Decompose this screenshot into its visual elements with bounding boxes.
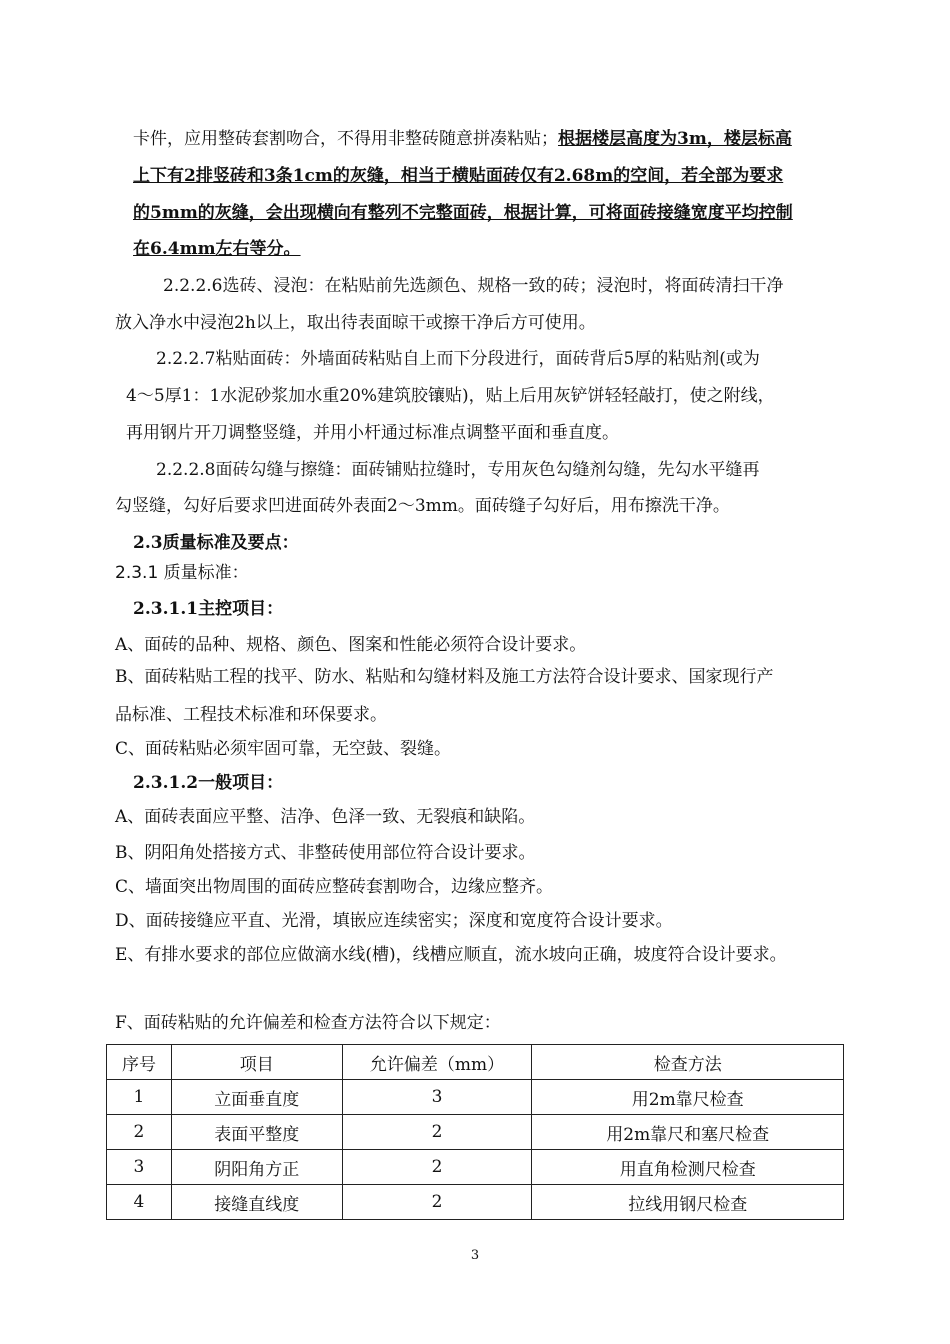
table-cell: 表面平整度: [171, 1115, 342, 1150]
table-cell: 接缝直线度: [171, 1185, 342, 1220]
table-caption: F、面砖粘贴的允许偏差和检查方法符合以下规定：: [115, 1013, 501, 1033]
list-item: E、有排水要求的部位应做滴水线(槽)，线槽应顺直，流水坡向正确，坡度符合设计要求。: [115, 945, 787, 965]
text-emphasis: 根据楼层高度为3m，楼层标高: [558, 129, 792, 149]
list-item: B、阴阳角处搭接方式、非整砖使用部位符合设计要求。: [115, 843, 536, 863]
table-cell: 2: [342, 1115, 532, 1150]
paragraph-line: 上下有2排竖砖和3条1cm的灰缝，相当于横贴面砖仅有2.68m的空间，若全部为要求: [133, 166, 784, 186]
list-item: C、面砖粘贴必须牢固可靠，无空鼓、裂缝。: [115, 739, 452, 759]
paragraph-line: 2.2.2.8面砖勾缝与擦缝：面砖铺贴拉缝时，专用灰色勾缝剂勾缝，先勾水平缝再: [156, 460, 760, 480]
table-cell: 立面垂直度: [171, 1080, 342, 1115]
paragraph-line: [133, 128, 792, 150]
section-heading: 2.3.1.1主控项目：: [133, 599, 284, 619]
table-row: [107, 1115, 844, 1150]
table-cell: 2: [342, 1150, 532, 1185]
table-row: [107, 1185, 844, 1220]
list-item: 品标准、工程技术标准和环保要求。: [115, 705, 387, 725]
table-header-cell: 允许偏差（mm）: [342, 1045, 532, 1080]
paragraph-line: 再用钢片开刀调整竖缝，并用小杆通过标准点调整平面和垂直度。: [126, 423, 619, 443]
table-row: [107, 1080, 844, 1115]
table-cell: 3: [342, 1080, 532, 1115]
table-header-cell: 检查方法: [532, 1045, 844, 1080]
tolerance-table: [106, 1044, 844, 1220]
table-cell: 用直角检测尺检查: [532, 1150, 844, 1185]
paragraph-line: 放入净水中浸泡2h以上，取出待表面晾干或擦干净后方可使用。: [115, 313, 596, 333]
section-heading: 2.3.1 质量标准：: [115, 563, 249, 583]
table-header-cell: 项目: [171, 1045, 342, 1080]
text-normal: 卡件，应用整砖套割吻合，不得用非整砖随意拼凑粘贴；: [133, 129, 558, 149]
page-number: 3: [470, 1248, 480, 1263]
section-heading: 2.3.1.2一般项目：: [133, 773, 284, 793]
table-header-row: [107, 1045, 844, 1080]
paragraph-line: 2.2.2.6选砖、浸泡：在粘贴前先选颜色、规格一致的砖；浸泡时，将面砖清扫干净: [163, 276, 784, 296]
list-item: A、面砖的品种、规格、颜色、图案和性能必须符合设计要求。: [115, 635, 587, 655]
list-item: C、墙面突出物周围的面砖应整砖套割吻合，边缘应整齐。: [115, 877, 554, 897]
table-cell: 阴阳角方正: [171, 1150, 342, 1185]
table-cell: 4: [107, 1185, 172, 1220]
paragraph-line: 4～5厚1：1水泥砂浆加水重20%建筑胶镶贴)，贴上后用灰铲饼轻轻敲打，使之附线，: [126, 386, 775, 406]
paragraph-line: 勾竖缝，勾好后要求凹进面砖外表面2～3mm。面砖缝子勾好后，用布擦洗干净。: [115, 496, 730, 516]
table-cell: 2: [107, 1115, 172, 1150]
list-item: D、面砖接缝应平直、光滑，填嵌应连续密实；深度和宽度符合设计要求。: [115, 911, 673, 931]
table-cell: 用2m靠尺和塞尺检查: [532, 1115, 844, 1150]
table-row: [107, 1150, 844, 1185]
table-cell: 用2m靠尺检查: [532, 1080, 844, 1115]
table-cell: 拉线用钢尺检查: [532, 1185, 844, 1220]
list-item: A、面砖表面应平整、洁净、色泽一致、无裂痕和缺陷。: [115, 807, 536, 827]
table-cell: 3: [107, 1150, 172, 1185]
section-heading: 2.3质量标准及要点：: [133, 533, 299, 553]
list-item: B、面砖粘贴工程的找平、防水、粘贴和勾缝材料及施工方法符合设计要求、国家现行产: [115, 667, 774, 687]
table-cell: 2: [342, 1185, 532, 1220]
table-cell: 1: [107, 1080, 172, 1115]
table-header-cell: 序号: [107, 1045, 172, 1080]
paragraph-line: 在6.4mm左右等分。: [133, 239, 301, 259]
paragraph-line: 2.2.2.7粘贴面砖：外墙面砖粘贴自上而下分段进行，面砖背后5厚的粘贴剂(或为: [156, 349, 760, 369]
paragraph-line: 的5mm的灰缝，会出现横向有整列不完整面砖，根据计算，可将面砖接缝宽度平均控制: [133, 203, 793, 223]
